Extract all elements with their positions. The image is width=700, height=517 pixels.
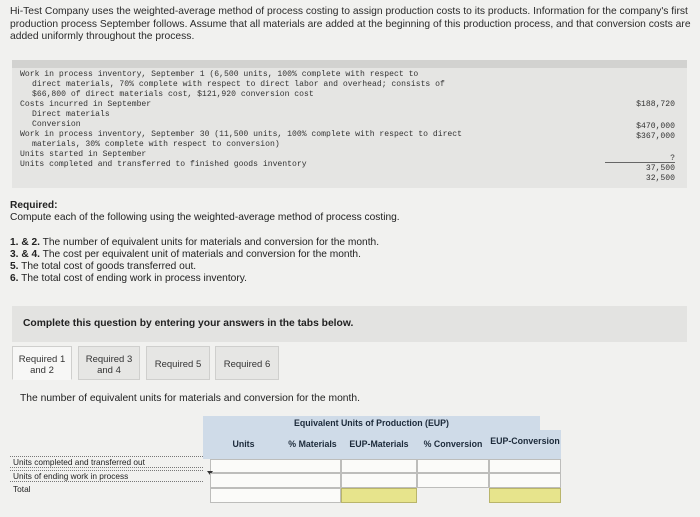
col-header-pct-conversion: % Conversion: [417, 430, 489, 459]
instruction-banner: Complete this question by entering your answers in the tabs below.: [12, 306, 687, 342]
required-item: 1. & 2. The number of equivalent units for materials and conversion for the month.: [10, 237, 380, 248]
units-completed-input[interactable]: [210, 459, 341, 473]
col-header-pct-materials: % Materials: [284, 430, 341, 459]
required-heading: Required:: [10, 200, 58, 211]
row-label-ending-wip: Units of ending work in process: [10, 470, 203, 482]
tab-required-5[interactable]: Required 5: [146, 346, 210, 380]
value-units-completed: 32,500: [645, 174, 675, 183]
units-total-input[interactable]: [210, 488, 341, 503]
table-title: Equivalent Units of Production (EUP): [203, 416, 540, 430]
required-item: 6. The total cost of ending work in process inventory.: [10, 273, 247, 284]
problem-data-table: [12, 60, 687, 188]
pct-conversion-completed-input[interactable]: [489, 459, 561, 473]
required-item: 5. The total cost of goods transferred out.: [10, 261, 197, 272]
value-units-started: 37,500: [645, 164, 675, 173]
data-line: direct materials, 70% complete with respect to direct labor and overhead; consists of: [32, 80, 445, 89]
tab-required-1-2[interactable]: Required 1 and 2: [12, 346, 72, 380]
row-label-completed: Units completed and transferred out: [10, 456, 203, 468]
col-header-eup-conversion: EUP-Conversion: [489, 430, 561, 459]
data-line: Conversion: [32, 120, 81, 129]
eup-materials-completed-input[interactable]: [417, 459, 489, 473]
data-line: Work in process inventory, September 30 (11,500 units, 100% complete with respect to direct: [20, 130, 462, 139]
pct-conversion-ending-wip-input[interactable]: [489, 473, 561, 488]
pct-materials-completed-input[interactable]: [341, 459, 417, 473]
data-line: Costs incurred in September: [20, 100, 152, 109]
data-line: Work in process inventory, September 1 (6,500 units, 100% complete with respect to: [20, 70, 419, 79]
units-ending-wip-input[interactable]: [210, 473, 341, 488]
eup-conversion-total-input[interactable]: [489, 488, 561, 503]
data-line: materials, 30% complete with respect to conversion): [32, 140, 280, 149]
data-line: Units started in September: [20, 150, 147, 159]
value-wip-sept1: $188,720: [636, 100, 675, 109]
data-line: Direct materials: [32, 110, 110, 119]
col-header-eup-materials: EUP-Materials: [341, 430, 417, 459]
required-item: 3. & 4. The cost per equivalent unit of materials and conversion for the month.: [10, 249, 361, 260]
data-line: $66,800 of direct materials cost, $121,920 conversion cost: [32, 90, 314, 99]
value-wip-sept30: ?: [670, 154, 675, 163]
value-direct-materials: $470,000: [636, 122, 675, 131]
eup-materials-total-input[interactable]: [341, 488, 417, 503]
tab-required-3-4[interactable]: Required 3 and 4: [78, 346, 140, 380]
required-instruction: Compute each of the following using the weighted-average method of process costing.: [10, 212, 400, 223]
problem-intro: Hi-Test Company uses the weighted-average method of process costing to assign production costs to its products. Information for the company's first production process September follows. Assume that all materials are added at the beginning of this production process, and that conversion costs are added uniformly throughout the process.: [10, 6, 691, 42]
underline: [605, 153, 675, 163]
value-conversion: $367,000: [636, 132, 675, 141]
pct-materials-ending-wip-input[interactable]: [341, 473, 417, 488]
required-section: [10, 200, 450, 285]
tab-required-6[interactable]: Required 6: [215, 346, 279, 380]
col-header-units: Units: [203, 430, 284, 459]
row-label-total: Total: [13, 484, 31, 494]
panel-title: The number of equivalent units for materials and conversion for the month.: [20, 393, 360, 404]
data-line: Units completed and transferred to finished goods inventory: [20, 160, 307, 169]
eup-materials-ending-wip-input[interactable]: [417, 473, 489, 488]
